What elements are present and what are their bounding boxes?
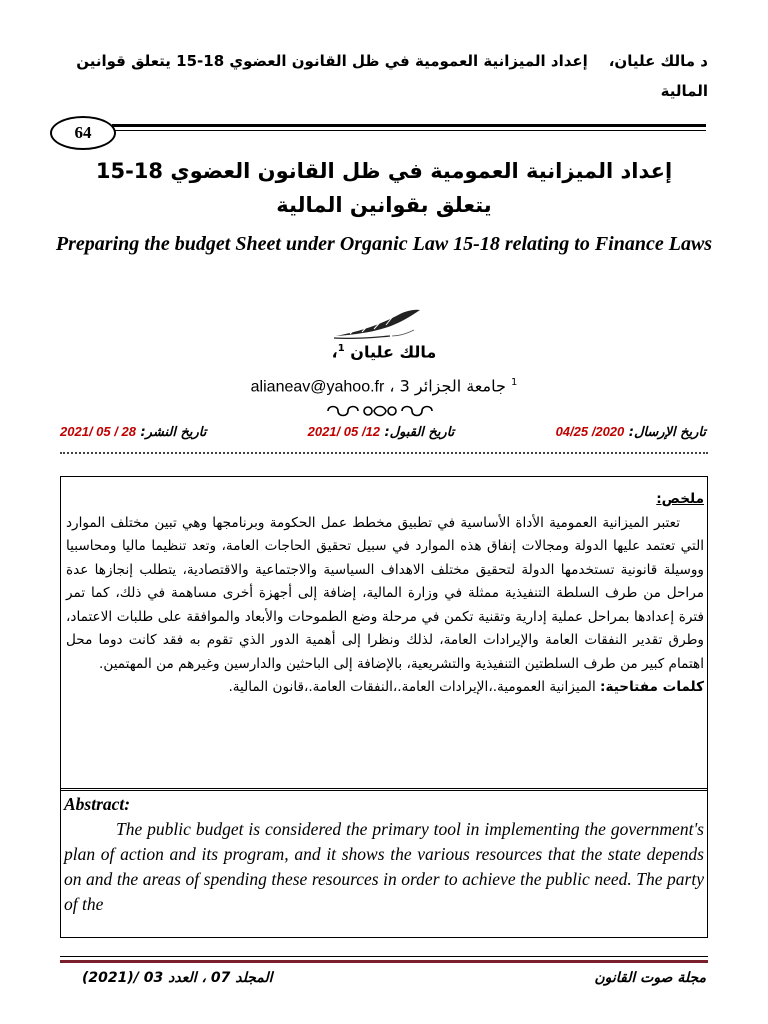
title-ar-line1: إعداد الميزانية العمومية في ظل القانون العضوي 18-15 [95, 159, 673, 183]
author-name-text: مالك عليان [350, 342, 437, 362]
header-rule-thin [112, 130, 706, 131]
header-rule [112, 124, 706, 127]
affiliation-text: جامعة الجزائر 3 ، [389, 376, 506, 396]
keywords-list: الميزانية العمومية.،الإيرادات العامة.،النفقات العامة.،قانون المالية. [228, 679, 596, 695]
affiliation-note: 1 [510, 377, 518, 388]
article-title-arabic [60, 154, 708, 222]
author-name: مالك عليان $^1$، [331, 342, 437, 362]
dotted-divider [60, 452, 708, 454]
date-published: تاريخ النشر: 28 / 05 /2021 [60, 424, 207, 440]
footer-volume-issue: المجلد 07 ، العدد 03 /(2021) [82, 970, 273, 986]
page-number: 64 [50, 116, 116, 150]
author-email[interactable]: alianeav@yahoo.fr [250, 378, 385, 396]
footer-journal-name: مجلة صوت القانون [594, 970, 706, 986]
summary-arabic [66, 488, 704, 700]
running-header [64, 46, 708, 106]
keywords-line [66, 676, 704, 700]
abstract-heading: Abstract: [64, 794, 131, 814]
keywords-label: كلمات مفتاحية: [600, 679, 704, 695]
running-header-author: د مالك عليان، [608, 52, 708, 70]
date-sent: تاريخ الإرسال: 2020/ 04/25 [555, 424, 706, 440]
running-header-title: إعداد الميزانية العمومية في ظل القانون العضوي 18-15 يتعلق قوانين المالية [76, 52, 708, 100]
decorative-ornament-icon [324, 402, 436, 420]
author-note: 1 [337, 343, 345, 354]
title-ar-line2: يتعلق بقوانين المالية [276, 193, 492, 217]
abstract-divider [60, 788, 708, 791]
publication-dates [60, 424, 706, 446]
abstract-body: The public budget is considered the primary tool in implementing the government's plan of action and its program, and it shows the various resources that the state depends on and the areas of spending these resources in order to achieve the public need. The party of the [64, 819, 704, 914]
abstract-english [64, 792, 704, 917]
summary-heading: ملخص: [656, 491, 704, 507]
footer-rule [60, 956, 708, 957]
author-affiliation [150, 370, 618, 400]
article-title-english: Preparing the budget Sheet under Organic Law 15-18 relating to Finance Laws [55, 233, 713, 255]
date-accepted: تاريخ القبول: 12/ 05 /2021 [307, 424, 455, 440]
footer-rule-accent [60, 960, 708, 963]
summary-body: تعتبر الميزانية العمومية الأداة الأساسية في تطبيق مخطط عمل الحكومة وبرنامجها وهي تبين مختلف الموارد التي تعتمد عليها الدولة ومجالات إنفاق هذه الموارد في سبيل تحقيق الحاجات العامة، وتعد تنظيما ماليا ومحاسبيا ووسيلة قانونية تستخدمها الدولة لتحقيق مختلف الاهداف السياسية والاجتماعية والاقتصادية، يتطلب إنجازها عدة مراحل من طرف السلطة التنفيذية ممثلة في وزارة المالية، إضافة إلى أجهزة أخرى مساهمة في ذلك، كما تمر فترة إعدادها بمراحل عملية إدارية وتقنية تكمن في مرحلة وضع الطموحات والأبعاد والموافقة على طلبات الاعتماد، وطرق تقدير النفقات العامة والإيرادات العامة، لذلك ونظرا إلى أهمية الدور الذي تقوم به فقد كانت دوما محل اهتمام كبير من طرف السلطتين التنفيذية والتشريعية، بالإضافة إلى الباحثين والدارسين وغيرهم من المهتمين. [66, 514, 704, 672]
